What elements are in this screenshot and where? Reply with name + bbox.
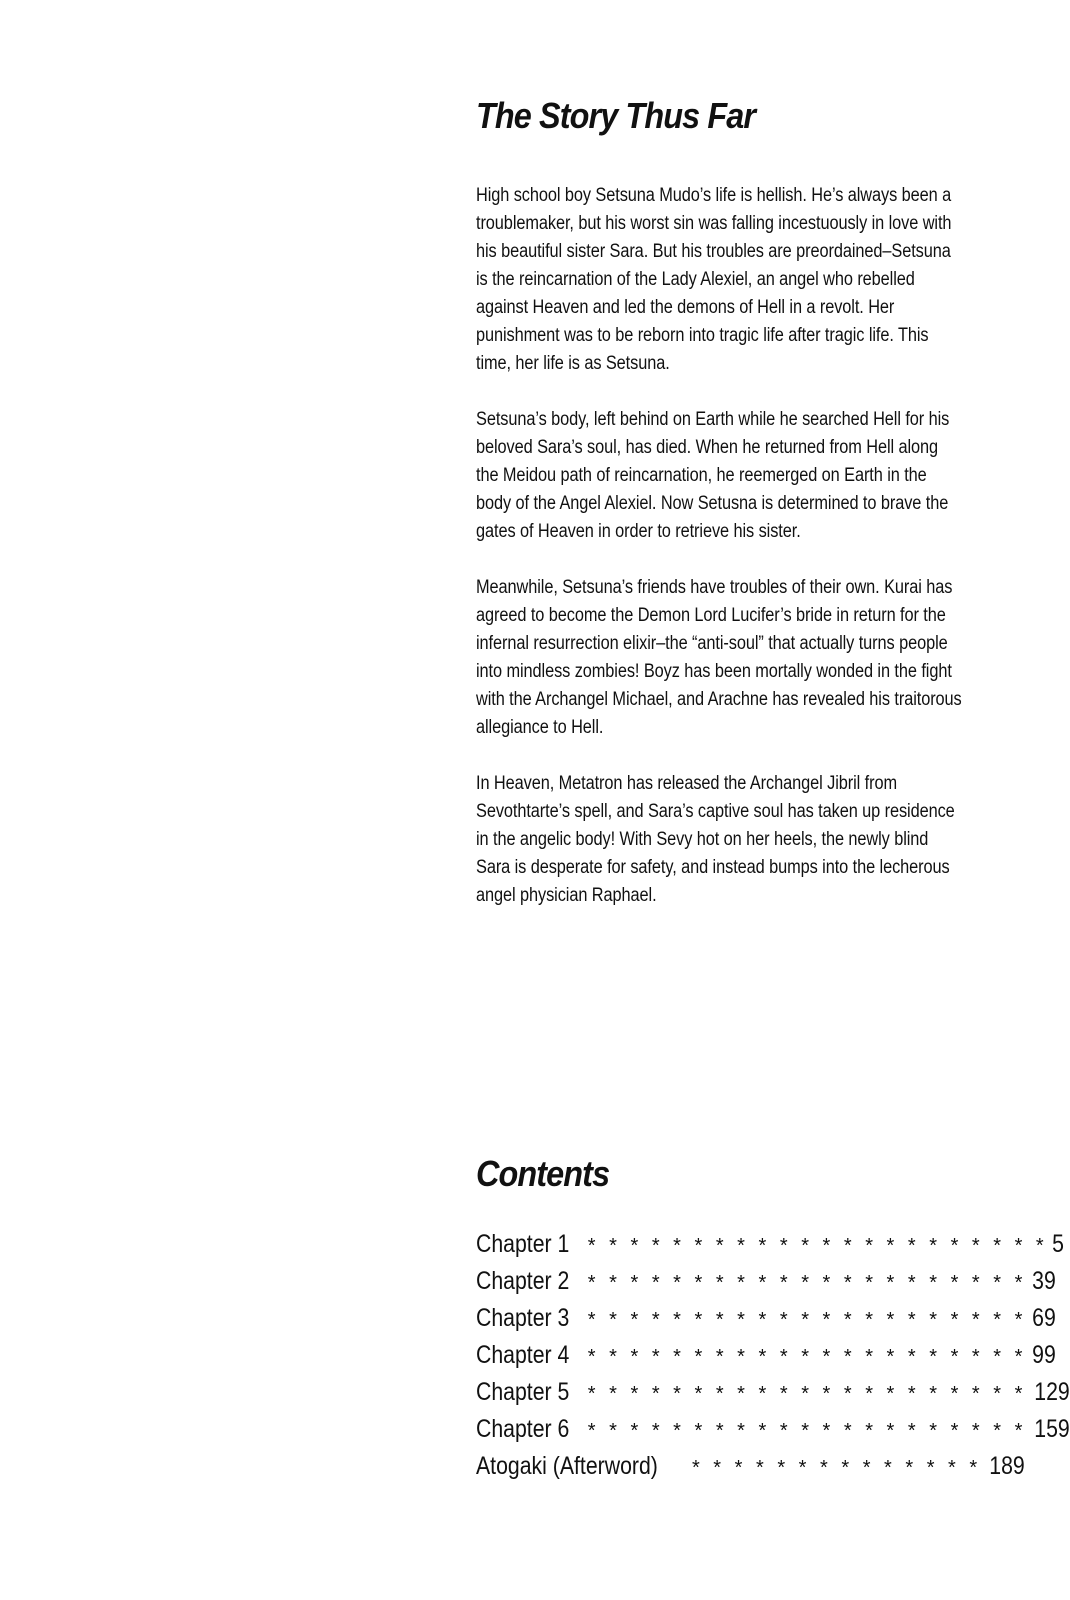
toc-leader: * * * * * * * * * * * * * * * * * * * * * <box>587 1346 1027 1368</box>
toc-label: Chapter 2 <box>476 1267 570 1295</box>
story-paragraph: Meanwhile, Setsuna’s friends have troubles of their own. Kurai has agreed to become the Demon Lord Lucifer’s bride in return for the infernal resurrection elixir–the “anti-soul” that actually turns people into mindless zombies! Boyz has been mortally wonded in the fight with the Archangel Michael, and Arachne has revealed his traitorous allegiance to Hell. <box>476 577 962 738</box>
toc-leader: * * * * * * * * * * * * * * <box>691 1457 982 1479</box>
toc-label: Atogaki (Afterword) <box>476 1452 658 1480</box>
toc-entry-chapter-1[interactable] <box>476 1226 1064 1263</box>
toc-label: Chapter 6 <box>476 1415 570 1443</box>
story-paragraph: High school boy Setsuna Mudo’s life is hellish. He’s always been a troublemaker, but his worst sin was falling incestuously in love with his beautiful sister Sara. But his troubles are preordained–Setsuna is the reincarnation of the Lady Alexiel, an angel who rebelled against Heaven and led the demons of Hell in a revolt. Her punishment was to be reborn into tragic life after tragic life. This time, her life is as Setsuna. <box>476 185 952 374</box>
toc-page-number: 189 <box>989 1452 1025 1480</box>
toc-page-number: 5 <box>1051 1230 1064 1258</box>
toc-leader: * * * * * * * * * * * * * * * * * * * * * <box>587 1383 1027 1405</box>
toc-leader: * * * * * * * * * * * * * * * * * * * * * <box>587 1272 1027 1294</box>
toc-entry-afterword[interactable] <box>476 1448 1025 1485</box>
toc-entry-chapter-3[interactable] <box>476 1300 1057 1337</box>
story-paragraph: In Heaven, Metatron has released the Archangel Jibril from Sevothtarte’s spell, and Sara’s captive soul has taken up residence in the angelic body! With Sevy hot on her heels, the newly blind Sara is desperate for safety, and instead bumps into the lecherous angel physician Raphael. <box>476 773 955 906</box>
toc-label: Chapter 1 <box>476 1230 570 1258</box>
story-section <box>476 92 976 938</box>
toc-page-number: 69 <box>1032 1304 1057 1332</box>
toc-label: Chapter 5 <box>476 1378 570 1406</box>
story-paragraph: Setsuna’s body, left behind on Earth while he searched Hell for his beloved Sara’s soul, has died. When he returned from Hell along the Meidou path of reincarnation, he reemerged on Earth in the body of the Angel Alexiel. Now Setusna is determined to brave the gates of Heaven in order to retrieve his sister. <box>476 409 950 542</box>
toc-leader: * * * * * * * * * * * * * * * * * * * * * <box>587 1420 1027 1442</box>
toc-page-number: 39 <box>1032 1267 1057 1295</box>
table-of-contents <box>476 1226 1070 1485</box>
toc-leader: * * * * * * * * * * * * * * * * * * * * * * <box>587 1235 1048 1257</box>
contents-title: Contents <box>476 1153 610 1194</box>
toc-entry-chapter-6[interactable] <box>476 1411 1070 1448</box>
story-title: The Story Thus Far <box>476 95 756 136</box>
toc-entry-chapter-4[interactable] <box>476 1337 1057 1374</box>
toc-label: Chapter 4 <box>476 1341 570 1369</box>
contents-section <box>476 1150 1070 1485</box>
toc-page-number: 159 <box>1034 1415 1070 1443</box>
toc-label: Chapter 3 <box>476 1304 570 1332</box>
toc-entry-chapter-5[interactable] <box>476 1374 1070 1411</box>
toc-page-number: 129 <box>1034 1378 1070 1406</box>
toc-leader: * * * * * * * * * * * * * * * * * * * * * <box>587 1309 1027 1331</box>
toc-page-number: 99 <box>1032 1341 1057 1369</box>
toc-entry-chapter-2[interactable] <box>476 1263 1057 1300</box>
